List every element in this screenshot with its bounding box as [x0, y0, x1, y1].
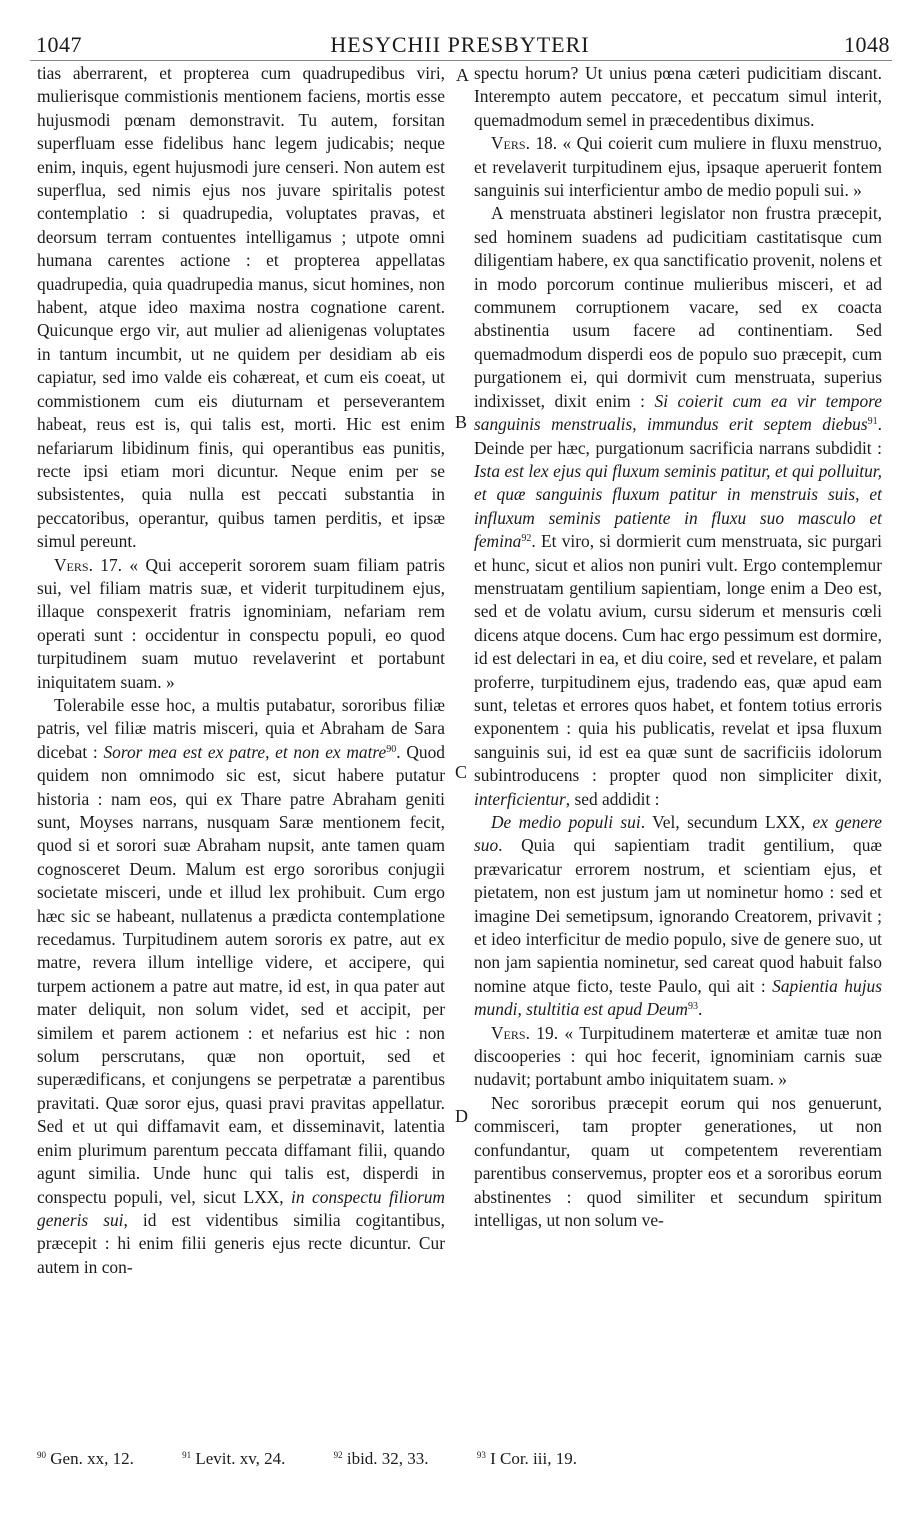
body-text: spectu horum? Ut unius pœna cæteri pudicitiam discant. Interempto autem peccatore, et peccatum simul interit, quemadmodum semel in præcedentibus diximus.	[474, 63, 882, 130]
footnote-number: 93	[476, 1450, 486, 1460]
quotation: Ista est lex ejus qui fluxum seminis patitur, et qui polluitur, et quæ sanguinis fluxum patitur in menstruis suis, et influxum seminis patiente in fluxu suo masculo et femina	[474, 460, 882, 552]
quotation: Si coierit cum ea vir tempore sanguinis menstrualis, immundus erit septem diebus	[474, 390, 882, 435]
verse-text: « Turpitudinem materteræ et amitæ tuæ non discooperies : qui hoc fecerit, ignominiam carnis suæ nudavit; portabunt ambo iniquitatem suam. »	[474, 1022, 882, 1090]
paragraph	[474, 62, 882, 132]
footnote-text: Gen. xx, 12.	[50, 1449, 134, 1468]
verse-text: « Qui acceperit sororem suam filiam patris sui, vel filiam matris suæ, et viderit turpitudinem ejus, illaque conspexerit fratris ignominiam, nefariam rem operati sunt : occidentur in conspectu populi, eo quod turpitudinem suam mutuo revelaverint et portabunt iniquitatem suam. »	[37, 554, 445, 692]
verse-label: Vers. 18.	[491, 133, 558, 154]
running-title: HESYCHII PRESBYTERI	[330, 32, 590, 57]
footnote-text: Levit. xv, 24.	[195, 1449, 286, 1468]
body-text: . Deinde per hæc, purgationum sacrificia narrans subdidit :	[474, 414, 882, 458]
margin-letter-a: A	[456, 65, 469, 85]
body-text: . Vel, secundum LXX,	[640, 812, 813, 832]
left-column	[37, 62, 445, 1279]
footnote-text: I Cor. iii, 19.	[490, 1449, 577, 1468]
footnote-number: 92	[333, 1450, 343, 1460]
verse-paragraph	[37, 554, 445, 694]
body-text: . Quia qui sapientiam tradit gentilium, quæ prævaricatur errorem nostrum, et scientiam ejus, et pietatem, non est justum jam ut nominetur homo : sed et imagine Dei semetipsum, ignorando Creatorem, privavit ; et ideo interficitur de medio populo, sive de genere suo, ut non jam sapientia nominetur, sed careat quod habuit falso nomine atque ficto, teste Paulo, qui ait :	[474, 835, 882, 996]
body-text: A menstruata abstineri legislator non frustra præcepit, sed hominem suadens ad pudicitiam castitatisque cum diligentiam habere, ex qua sanctificatio provenit, nolens et in modo porcorum continue mulieribus misceri, et ad communem corruptionem vacare, sed ex coacta abstinentia usum facere ad continentiam. Sed quemadmodum disperdi eos de populo suo præcepit, cum purgationem ei, qui dormivit cum menstruata, superius indixisset, dixit enim :	[474, 203, 882, 411]
body-text: , id est videntibus similia cogitantibus, præcepit : hi enim filii generis ejus recte dicuntur. Cur autem in con-	[37, 1209, 445, 1277]
footnote-ref: 93	[688, 1001, 698, 1013]
body-text: . Quod quidem non omnimodo sic est, sicut habere putatur historia : nam eos, qui ex Thare patre Abraham geniti sunt, Moyses narrans, nusquam Saræ mentionem fecit, quod si et sorori suæ Abraham nupsit, ante tamen quam cognosceret Deum. Malum est ergo sororibus conjugii societate misceri, unde et illud lex prohibuit. Cum ergo hæc sic se habeant, nullatenus a prædicta contemplatione recedamus. Turpitudinem autem sororis ex patre, aut ex matre, revera illum intellige videre, et accipere, qui turpem actionem a patre aut matre, id est, in qua pater aut mater deliquit, non solum videt, sed et accipit, per similem et parem actionem : et nefarius est hic : non solum perscrutans, quæ non oportuit, sed et superædificans, et conjungens se perpetratæ a parentibus pravitati. Quæ soror ejus, quasi pravi pravitas appellatur. Sed et ut qui diffamavit eam, et disseminavit, latentia enim plurimum parentum peccata diffamant filii, quando agunt similia. Unde hunc qui talis est, disperdi in conspectu populi, vel, sicut LXX,	[37, 741, 445, 1207]
paragraph	[37, 62, 445, 554]
right-column	[474, 62, 882, 1232]
footnote-text: ibid. 32, 33.	[346, 1449, 429, 1468]
verse-label: Vers. 19.	[491, 1022, 559, 1043]
quotation: De medio populi sui	[491, 812, 641, 832]
body-text: . Et viro, si dormierit cum menstruata, sic purgari et hunc, sicut et alios non puniri vult. Ergo contemplemur menstruatam gentilium sapientiam, longe enim a Deo est, sed et de volatu avium, cursu siderum et mensuris cœli dicens atque docens. Cum hac ergo pessimum est dormire, id est delectari in ea, et diu coire, sed et revelare, et palam proferre, turpitudinem ejus, tradendo eas, quæ apud eam sunt, teletas et errores quos habet, et fontem totius erroris exponentem : quia his publicatis, revelat et ipsa fluxum sanguinis sui, id est ea quæ sunt de sacrificiis idolorum subintroducens : propter quod non simpliciter dixit,	[474, 531, 882, 786]
page-number-right: 1048	[844, 32, 890, 57]
body-text: tias aberrarent, et propterea cum quadrupedibus viri, mulierisque commistionis mentionem faciens, mortis esse hujusmodi pœnam demonstravit. Tu autem, forsitan superfluam esse fidelibus hanc legem judicabis; neque enim, inquis, egent hujusmodi jure censeri. Non autem est superflua, sed nimis ejus nos juvare spiritalis potest contemplatio : si quadrupedia, voluptates pravas, et deorsum terram contuentes intelligamus ; utpote omni humana carentes actione : et propterea appellatas quadrupedia, quia quadrupedia manus, sicut homines, non habent, atque ideo maxima nostra cognatione carent. Quicunque ergo vir, aut mulier ad alienigenas voluptates in tantum incumbit, ut ne quidem per desidiam ab eis capiatur, sed imo valde eis cohæreat, et cum eis coeat, ut commistionem cum eis diuturnam et perseverantem habeat, reus est is, qui talis est, morti. Hic est enim nefariarum libidinum finis, qui operantibus eas punitis, recte ipsi etiam mori dicuntur. Neque enim per se subsistentes, quia nulla est peccati substantia in peccatoribus, operantur, quibus tamen perditis, et ipsæ simul pereunt.	[37, 63, 445, 552]
paragraph	[474, 202, 882, 811]
verse-paragraph	[474, 132, 882, 202]
footnote-number: 91	[182, 1450, 192, 1460]
footnote	[182, 1449, 307, 1468]
margin-letter-c: C	[455, 762, 468, 782]
paragraph	[474, 811, 882, 1022]
paragraph	[37, 694, 445, 1279]
footnote-ref: 91	[867, 416, 878, 428]
verse-label: Vers. 17.	[54, 554, 123, 575]
quotation: Sapientia hujus mundi, stultitia est apud Deum	[474, 975, 882, 1020]
page-number-left: 1047	[36, 32, 82, 57]
quotation: in conspectu filiorum generis sui	[37, 1186, 445, 1230]
footnote-number: 90	[37, 1450, 46, 1460]
quotation: Soror mea est ex patre, et non ex matre	[103, 741, 387, 762]
footnote	[477, 1449, 599, 1468]
body-text: Tolerabile esse hoc, a multis putabatur, sororibus filiæ patris, vel filiæ matris misceri, quia et Abraham de Sara dicebat :	[37, 694, 445, 762]
footnote	[334, 1449, 451, 1468]
footnote-ref: 92	[521, 533, 532, 545]
margin-letter-d: D	[455, 1106, 468, 1126]
verse-text: « Qui coierit cum muliere in fluxu menstruo, et revelaverit turpitudinem ejus, ipsaque aperuerit fontem sanguinis sui interficientur ambo de medio populi sui. »	[474, 133, 882, 201]
header-rule	[30, 60, 892, 61]
body-text: Nec sororibus præcepit eorum qui nos genuerunt, commisceri, tam propter generationes, ut non confundantur, quam ut competentem reverentiam parentibus conservemus, propter eos et a sororibus eorum abstinentes : quod similiter et secundum spiritum intelligas, ut non solum ve-	[474, 1092, 882, 1230]
footnotes	[37, 1448, 882, 1470]
margin-letter-b: B	[455, 412, 468, 432]
verse-paragraph	[474, 1022, 882, 1092]
body-text: , sed addidit :	[565, 788, 660, 809]
footnote-ref: 90	[386, 743, 397, 755]
quotation: ex genere suo	[474, 812, 882, 856]
body-text: .	[698, 999, 703, 1020]
paragraph	[474, 1092, 882, 1232]
quotation: interficientur	[474, 788, 566, 809]
footnote	[37, 1449, 156, 1468]
